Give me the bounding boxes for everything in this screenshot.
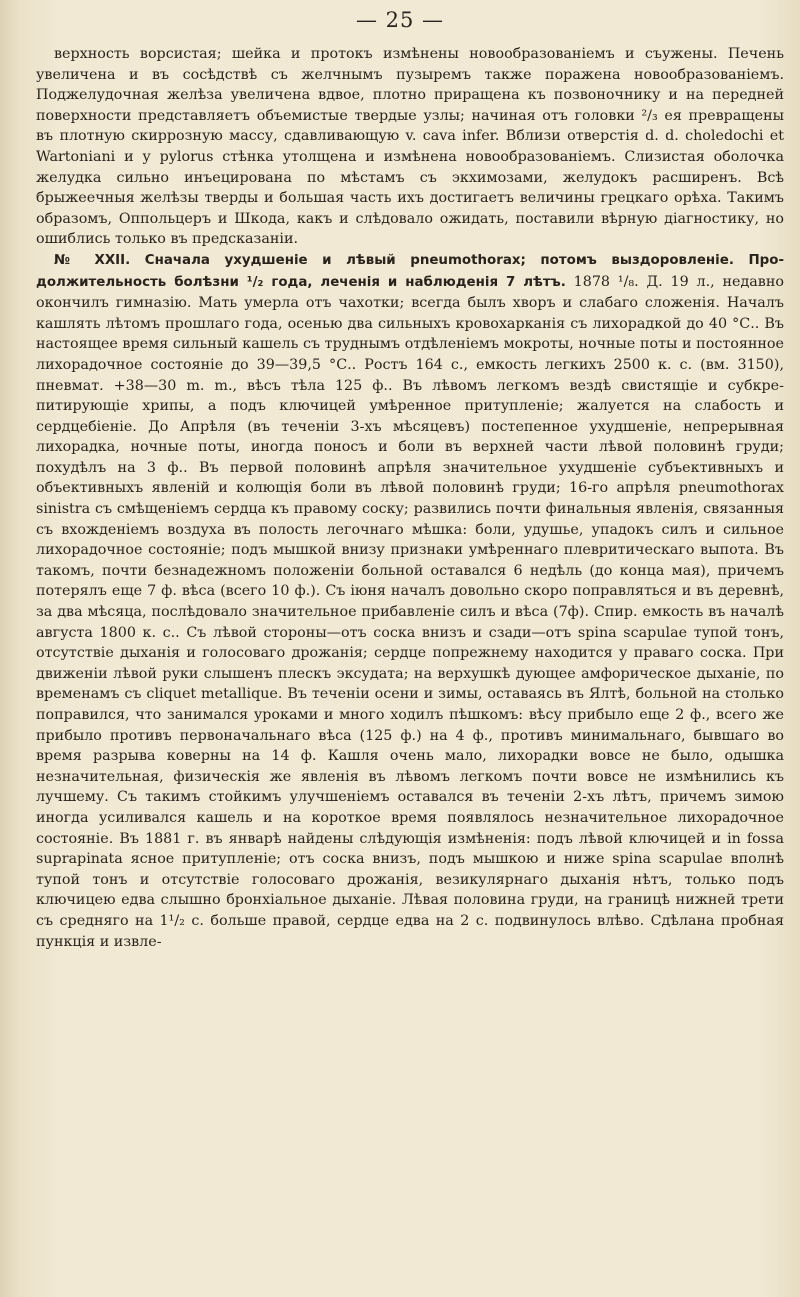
page-number: — 25 — (355, 8, 445, 32)
paragraph-case-22 (36, 250, 784, 952)
case-heading: № XXII. Сначала ухудшеніе и лѣвый pneumothorax; потомъ выздоровленіе. Продолжительность болѣзни ¹/₂ года, леченія и наблюденія 7 лѣтъ. (36, 252, 784, 290)
case-text: 1878 ¹/₈. Д. 19 л., недавно окончилъ гимназію. Мать умерла отъ чахотки; всегда былъ хворъ и слабаго сложенія. Началъ кашлять лѣтомъ прошлаго года, осенью два сильныхъ кровохарканія съ лихорадкой до 40 °С.. Въ настоящее время сильный кашель съ труднымъ отдѣленіемъ мокроты, ночные поты и постоянное лихорадочное состояніе до 39—39,5 °С.. Ростъ 164 с., емкость легкихъ 2500 к. с. (вм. 3150), пневмат. +38—30 m. m., вѣсъ тѣла 125 ф.. Въ лѣвомъ легкомъ вездѣ свистящіе и субкрепитирующіе хрипы, а подъ ключицей умѣренное притупленіе; жалуется на слабость и сердцебіеніе. До Апрѣля (въ теченіи 3-хъ мѣсяцевъ) постепенное ухудшеніе, непрерывная лихорадка, ночные поты, иногда поносъ и боли въ верхней части лѣвой половинѣ груди; похудѣлъ на 3 ф.. Въ первой половинѣ апрѣля значительное ухудшеніе субъективныхъ и объективныхъ явленій и колющія боли въ лѣвой половинѣ груди; 16-го апрѣля pneumothorax sinistra съ смѣщеніемъ сердца къ правому соску; развились почти финальныя явленія, связанныя съ вхожденіемъ воздуха въ полость легочнаго мѣшка: боли, удушье, упадокъ силъ и сильное лихорадочное состояніе; подъ мышкой внизу признаки умѣреннаго плевритическаго выпота. Въ такомъ, почти безнадежномъ положеніи больной оставался 6 недѣль (до конца мая), причемъ потерялъ еще 7 ф. вѣса (всего 10 ф.). Съ іюня началъ довольно скоро поправляться и въ деревнѣ, за два мѣсяца, послѣдовало значительное прибавленіе силъ и вѣса (7ф). Спир. емкость въ началѣ августа 1800 к. с.. Съ лѣвой стороны—отъ соска внизъ и сзади—отъ spina scapulae тупой тонъ, отсутствіе дыханія и голосоваго дрожанія; сердце попрежнему находится у праваго соска. При движеніи лѣвой руки слышенъ плескъ эксудата; на верхушкѣ дующее амфорическое дыханіе, по временамъ съ cliquet metallique. Въ теченіи осени и зимы, оставаясь въ Ялтѣ, больной на столько поправился, что занимался уроками и много ходилъ пѣшкомъ: вѣсу прибыло еще 2 ф., всего же прибыло противъ первоначальнаго вѣса (125 ф.) на 4 ф., противъ минимальнаго, бывшаго во время разрыва коверны на 14 ф. Кашля очень мало, лихорадки вовсе не было, одышка незначительная, физическія же явленія въ лѣвомъ легкомъ почти вовсе не измѣнились къ лучшему. Съ такимъ стойкимъ улучшеніемъ оставался въ теченіи 2-хъ лѣтъ, причемъ зимою иногда усиливался кашель и на короткое время появлялось незначительное лихорадочное состояніе. Въ 1881 г. въ январѣ найдены слѣдующія измѣненія: подъ лѣвой ключицей и in fossa suprapinata ясное притупленіе; отъ соска внизъ, подъ мышкою и ниже spina scapulae вполнѣ тупой тонъ и отсутствіе голосоваго дрожанія, везикулярнаго дыханія нѣтъ, только подъ ключицею едва слышно бронхіальное дыханіе. Лѣвая половина груди, на границѣ нижней трети съ средняго на 1¹/₂ с. больше правой, сердце едва на 2 с. подвинулось влѣво. Сдѣлана пробная пункція и извле- (36, 273, 784, 950)
paragraph-autopsy-findings: верхность ворсистая; шейка и протокъ измѣнены новообразованіемъ и съужены. Печень увеличена и въ сосѣдствѣ съ желчнымъ пузыремъ также поражена новообразованіемъ. Поджелудочная желѣза увеличена вдвое, плотно приращена къ позвоночнику и на передней поверхности представляетъ объемистые твердые узлы; начиная отъ головки ²/₃ ея превращены въ плотную скиррозную массу, сдавливающую v. cava infer. Вблизи отверстія d. d. choledochi et Wartoniani и у pylorus стѣнка утолщена и измѣнена новообразованіемъ. Слизистая оболочка желудка сильно инъецирована по мѣстамъ съ экхимозами, желудокъ расширенъ. Всѣ брыжеечныя желѣзы тверды и большая часть ихъ достигаетъ величины грецкаго орѣха. Такимъ образомъ, Оппольцеръ и Шкода, какъ и слѣдовало ожидать, поставили вѣрную діагностику, но ошиблись только въ предсказаніи. (36, 46, 784, 248)
body-text (36, 44, 784, 952)
